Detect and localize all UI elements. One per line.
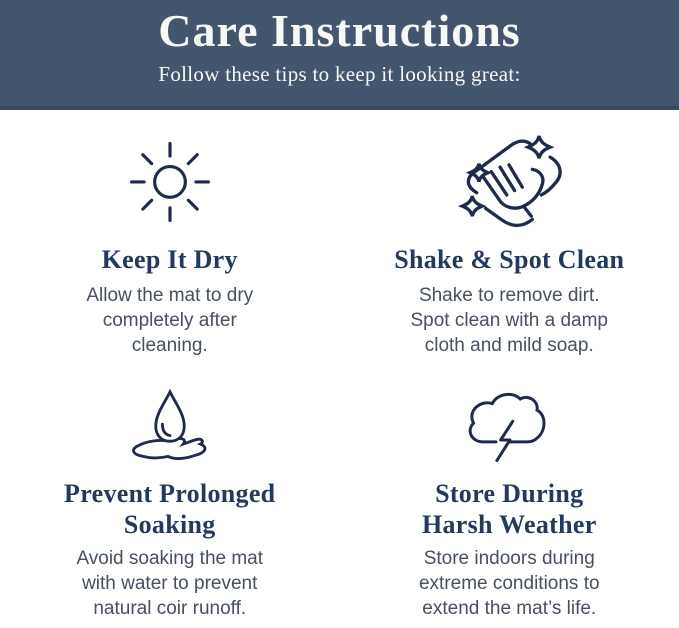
card-title: Prevent Prolonged Soaking: [64, 479, 276, 539]
header-banner: [0, 0, 679, 110]
card-title: Store During Harsh Weather: [421, 479, 597, 539]
sun-icon: [122, 132, 218, 228]
card-description: Shake to remove dirt. Spot clean with a damp cloth and mild soap.: [410, 285, 608, 356]
card-description: Avoid soaking the mat with water to prevent natural coir runoff.: [76, 548, 264, 619]
tips-grid: [0, 110, 679, 621]
card-title: Shake & Spot Clean: [394, 245, 625, 274]
card-description: Store indoors during extreme conditions to extend the mat’s life.: [418, 548, 600, 619]
card-description: Allow the mat to dry completely after cleaning.: [86, 285, 254, 356]
card-keep-it-dry: [0, 132, 340, 358]
card-store-harsh-weather: [340, 384, 679, 621]
card-title: Keep It Dry: [101, 245, 238, 274]
card-shake-spot-clean: [340, 132, 679, 358]
page-subtitle: Follow these tips to keep it looking great:: [158, 62, 521, 87]
card-prevent-soaking: [0, 384, 340, 621]
water-drop-puddle-icon: [113, 384, 227, 468]
storm-cloud-lightning-icon: [453, 384, 565, 468]
page-title: Care Instructions: [158, 5, 521, 56]
hand-sparkle-clean-icon: [450, 132, 568, 228]
